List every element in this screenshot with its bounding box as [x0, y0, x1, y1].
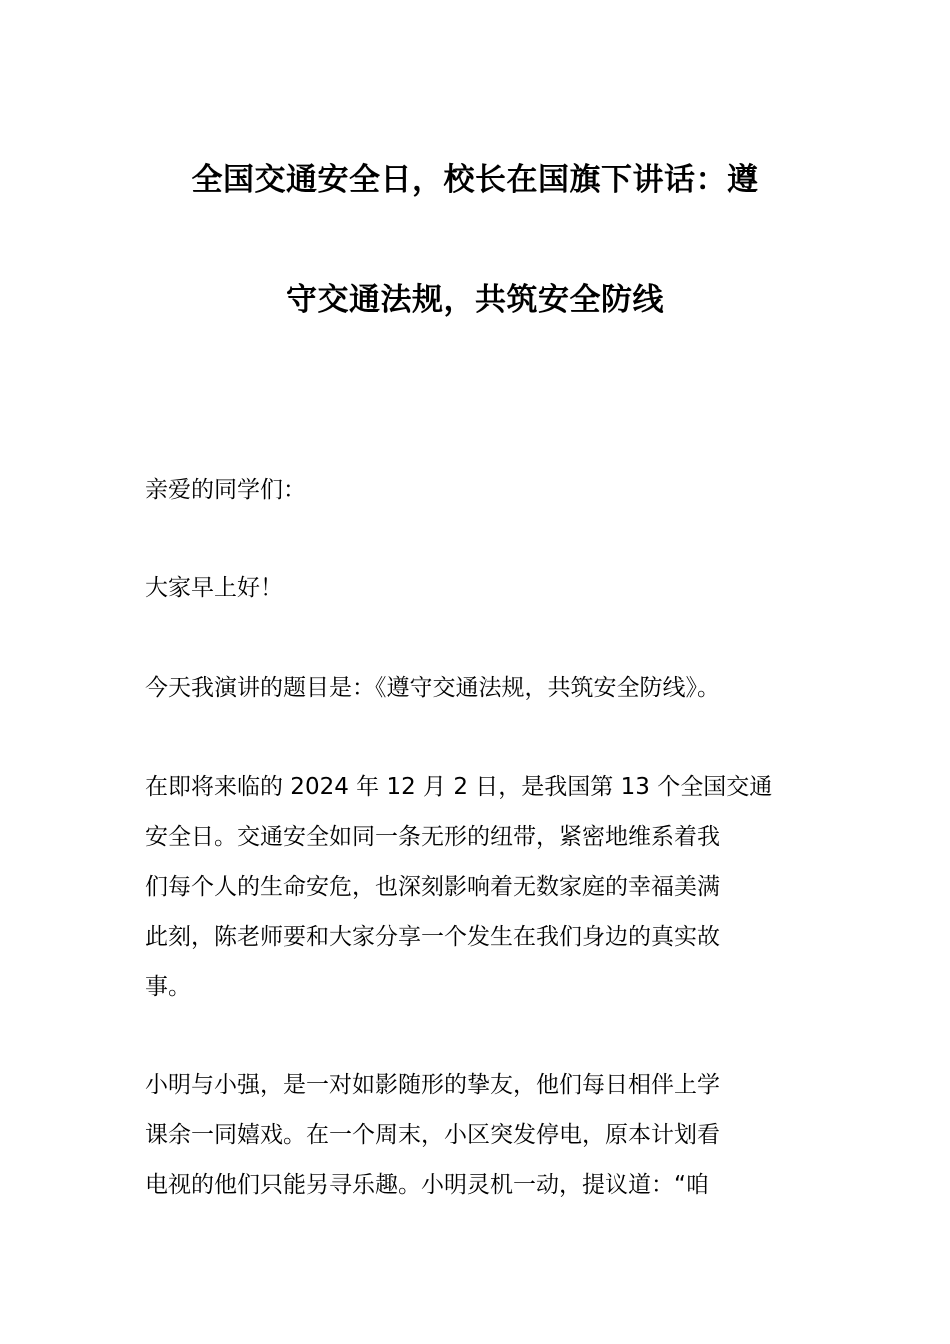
paragraph-1	[145, 762, 807, 1012]
paragraph-2	[145, 1060, 807, 1210]
paragraph-1-line: 们每个人的生命安危，也深刻影响着无数家庭的幸福美满	[145, 874, 720, 900]
paragraph-2-line: 电视的他们只能另寻乐趣。小明灵机一动，提议道：“咱	[145, 1172, 709, 1198]
paragraph-1-line: 此刻，陈老师要和大家分享一个发生在我们身边的真实故	[145, 924, 720, 950]
paragraph-2-line: 课余一同嬉戏。在一个周末，小区突发停电，原本计划看	[145, 1122, 720, 1148]
paragraph-1-line: 事。	[145, 974, 191, 1000]
paragraph-1-line: 安全日。交通安全如同一条无形的纽带，紧密地维系着我	[145, 824, 720, 850]
speech-topic: 今天我演讲的题目是：《遵守交通法规，共筑安全防线》。	[145, 675, 720, 701]
document-title-line-2: 守交通法规，共筑安全防线	[286, 282, 664, 318]
paragraph-1-line: 在即将来临的 2024 年 12 月 2 日，是我国第 13 个全国交通	[145, 774, 773, 800]
document-title-line-1: 全国交通安全日，校长在国旗下讲话：遵	[191, 162, 759, 198]
greeting: 大家早上好！	[145, 575, 283, 601]
paragraph-2-line: 小明与小强，是一对如影随形的挚友，他们每日相伴上学	[145, 1072, 720, 1098]
salutation: 亲爱的同学们：	[145, 477, 306, 503]
